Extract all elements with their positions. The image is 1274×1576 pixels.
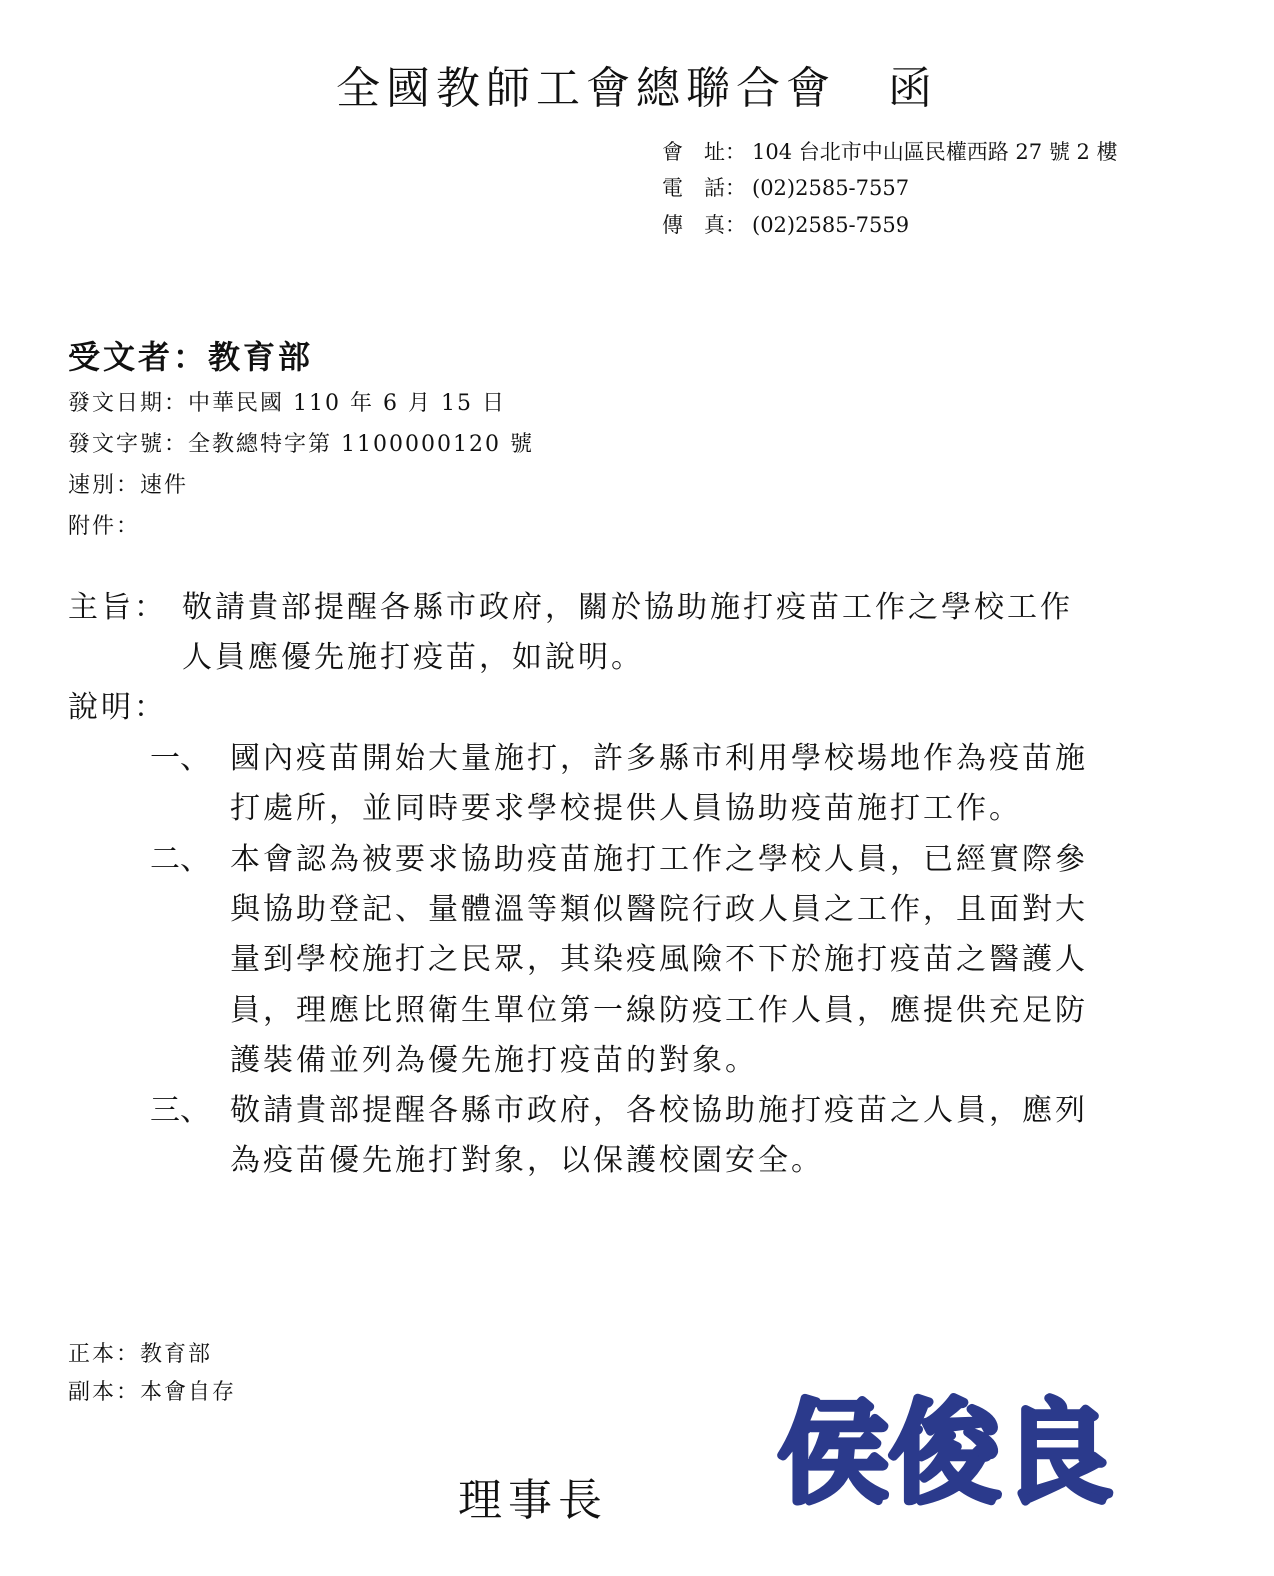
document-title <box>0 52 1274 116</box>
item-line: 本會認為被要求協助疫苗施打工作之學校人員，已經實際參 <box>230 842 1088 877</box>
fax-value: (02)2585-7559 <box>752 213 910 237</box>
explanation-label: 說明： <box>68 690 167 725</box>
chairman-title: 理事長 <box>458 1475 608 1526</box>
item-line: 敬請貴部提醒各縣市政府，各校協助施打疫苗之人員，應列 <box>230 1093 1088 1128</box>
item-number: 二、 <box>150 842 210 877</box>
item-line: 與協助登記、量體溫等類似醫院行政人員之工作，且面對大 <box>230 892 1088 927</box>
org-name: 全國教師工會總聯合會 <box>336 63 836 114</box>
recipient: 受文者：教育部 <box>68 338 314 376</box>
item-line: 為疫苗優先施打對象，以保護校園安全。 <box>230 1143 824 1178</box>
speed-class: 速別：速件 <box>68 473 189 498</box>
subject-line: 敬請貴部提醒各縣市政府，關於協助施打疫苗工作之學校工作 <box>182 590 1073 625</box>
doc-type: 函 <box>888 63 938 114</box>
original-copy: 正本：教育部 <box>68 1342 213 1367</box>
signature-name: 侯俊良 <box>777 1388 1113 1518</box>
item-number: 一、 <box>150 741 210 776</box>
contact-fax <box>662 209 909 239</box>
item-line: 護裝備並列為優先施打疫苗的對象。 <box>230 1043 758 1078</box>
duplicate-copy: 副本：本會自存 <box>68 1380 237 1405</box>
subject-line: 人員應優先施打疫苗，如說明。 <box>182 640 644 675</box>
contact-phone <box>662 172 909 202</box>
contact-address <box>662 136 1118 166</box>
item-line: 國內疫苗開始大量施打，許多縣市利用學校場地作為疫苗施 <box>230 741 1088 776</box>
address-label: 會 址： <box>662 140 746 164</box>
attachment: 附件： <box>68 514 141 539</box>
subject-label: 主旨： <box>68 590 167 625</box>
issue-date: 發文日期：中華民國 110 年 6 月 15 日 <box>68 391 506 416</box>
issue-number: 發文字號：全教總特字第 1100000120 號 <box>68 432 534 457</box>
item-line: 量到學校施打之民眾，其染疫風險不下於施打疫苗之醫護人 <box>230 942 1088 977</box>
fax-label: 傳 真： <box>662 213 746 237</box>
phone-value: (02)2585-7557 <box>752 176 910 200</box>
item-line: 員，理應比照衛生單位第一線防疫工作人員，應提供充足防 <box>230 993 1088 1028</box>
address-value: 104 台北市中山區民權西路 27 號 2 樓 <box>752 140 1118 164</box>
signature-stamp <box>745 1388 1145 1518</box>
item-number: 三、 <box>150 1093 210 1128</box>
phone-label: 電 話： <box>662 176 746 200</box>
signature-graphic <box>745 1388 1145 1518</box>
item-line: 打處所，並同時要求學校提供人員協助疫苗施打工作。 <box>230 791 1022 826</box>
